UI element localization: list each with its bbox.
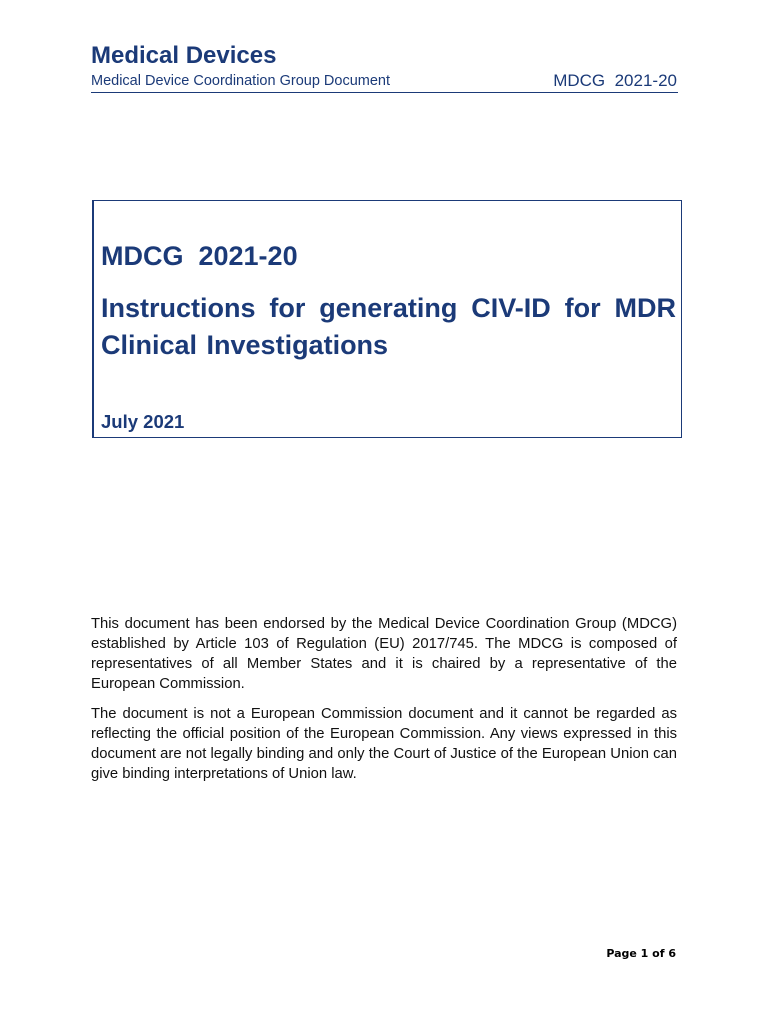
- document-date: July 2021: [101, 411, 185, 432]
- document-title: Instructions for generating CIV-ID for MDR Clinical Investigations: [101, 293, 676, 360]
- document-code: MDCG 2021-20: [101, 241, 298, 271]
- header-subtitle: Medical Device Coordination Group Document: [91, 73, 391, 89]
- header-divider: [91, 92, 678, 93]
- header-document-code: MDCG 2021-20: [553, 71, 677, 90]
- header-title: Medical Devices: [91, 42, 277, 69]
- page-number: Page 1 of 6: [606, 947, 676, 960]
- endorsement-paragraph: This document has been endorsed by the Medical Device Coordination Group (MDCG) established by Article 103 of Regulation (EU) 2017/745. The MDCG is composed of representatives of all Member States and it is chaired by a representative of the European Commission.: [91, 616, 677, 692]
- disclaimer-paragraph: The document is not a European Commission document and it cannot be regarded as reflecting the official position of the European Commission. Any views expressed in this document are not legally binding and only the Court of Justice of the European Union can give binding interpretations of Union law.: [91, 706, 677, 782]
